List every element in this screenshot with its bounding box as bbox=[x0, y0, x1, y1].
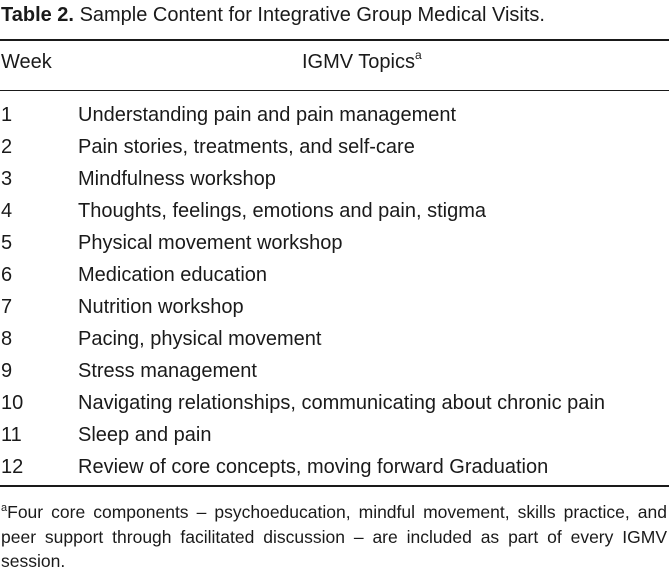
table-row bbox=[0, 259, 669, 291]
topic-cell: Medication education bbox=[78, 264, 268, 286]
footnote-text: Four core components – psychoeducation, mindful movement, skills practice, and peer support through facilitated discussion – are included as part of every IGMV session. bbox=[1, 502, 667, 571]
top-rule bbox=[0, 39, 669, 41]
topic-cell: Pacing, physical movement bbox=[78, 328, 322, 350]
topic-cell: Mindfulness workshop bbox=[78, 168, 276, 190]
column-header-topics-text: IGMV Topics bbox=[302, 51, 415, 73]
topic-cell: Navigating relationships, communicating about chronic pain bbox=[78, 392, 605, 414]
topic-cell: Sleep and pain bbox=[78, 424, 212, 446]
table-row bbox=[0, 323, 669, 355]
week-cell: 7 bbox=[1, 296, 13, 318]
column-header-topics bbox=[302, 49, 422, 75]
table-row bbox=[0, 291, 669, 323]
table-row bbox=[0, 387, 669, 419]
table-caption-text: Sample Content for Integrative Group Medical Visits. bbox=[79, 4, 545, 26]
footnote-mark: a bbox=[1, 502, 8, 515]
week-cell: 5 bbox=[1, 232, 13, 254]
week-cell: 1 bbox=[1, 104, 13, 126]
week-cell: 10 bbox=[1, 392, 24, 414]
week-cell: 2 bbox=[1, 136, 13, 158]
table-row bbox=[0, 163, 669, 195]
topic-cell: Pain stories, treatments, and self-care bbox=[78, 136, 415, 158]
table-body bbox=[0, 99, 669, 483]
table-row bbox=[0, 131, 669, 163]
header-rule bbox=[0, 90, 669, 91]
bottom-rule bbox=[0, 485, 669, 487]
week-cell: 11 bbox=[1, 424, 22, 446]
footnote-marker: a bbox=[415, 48, 422, 63]
topic-cell: Physical movement workshop bbox=[78, 232, 343, 254]
week-cell: 9 bbox=[1, 360, 13, 382]
topic-cell: Nutrition workshop bbox=[78, 296, 244, 318]
table-row bbox=[0, 355, 669, 387]
week-cell: 12 bbox=[1, 456, 24, 478]
table-row bbox=[0, 195, 669, 227]
topic-cell: Stress management bbox=[78, 360, 257, 382]
table-row bbox=[0, 419, 669, 451]
table-caption bbox=[1, 2, 545, 28]
week-cell: 8 bbox=[1, 328, 13, 350]
topic-cell: Understanding pain and pain management bbox=[78, 104, 457, 126]
week-cell: 6 bbox=[1, 264, 13, 286]
week-cell: 3 bbox=[1, 168, 13, 190]
table-footnote bbox=[1, 500, 667, 574]
table-row bbox=[0, 99, 669, 131]
table-row bbox=[0, 451, 669, 483]
topic-cell: Review of core concepts, moving forward Graduation bbox=[78, 456, 549, 478]
table-caption-label: Table 2. bbox=[1, 4, 74, 26]
table-row bbox=[0, 227, 669, 259]
topic-cell: Thoughts, feelings, emotions and pain, stigma bbox=[78, 200, 487, 222]
column-header-week: Week bbox=[1, 51, 52, 73]
week-cell: 4 bbox=[1, 200, 13, 222]
